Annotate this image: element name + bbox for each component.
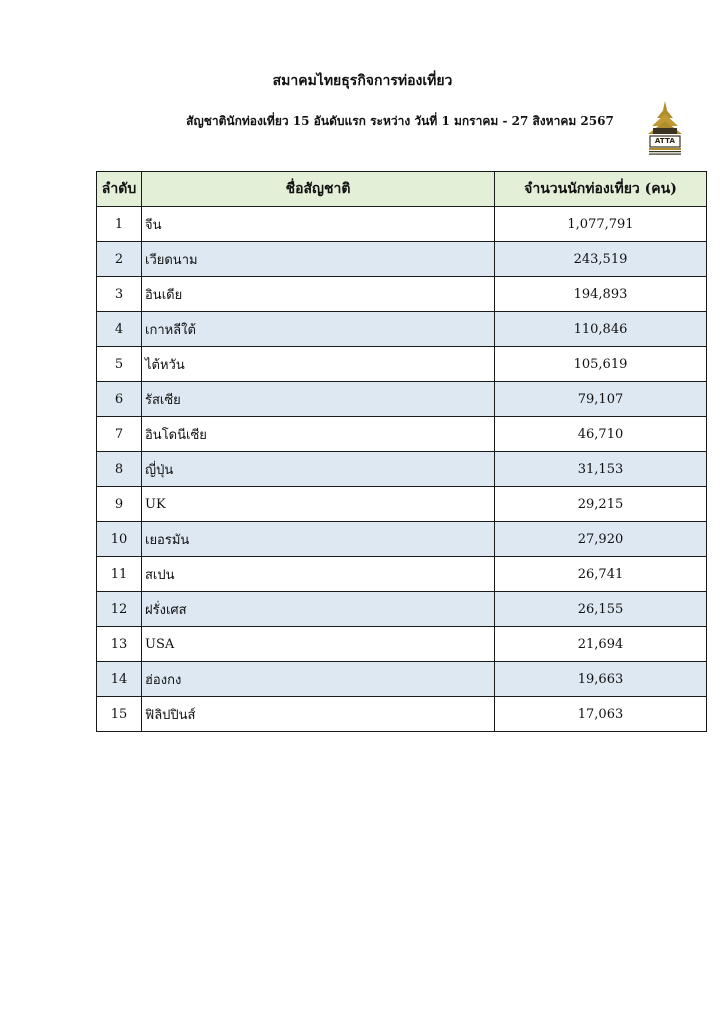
table-row [97, 697, 707, 732]
nationality-cell: เยอรมัน [142, 522, 495, 557]
logo-text: ATTA [654, 137, 676, 145]
rank-cell: 7 [97, 417, 142, 452]
rank-cell: 6 [97, 382, 142, 417]
table-row [97, 277, 707, 312]
document-title: สมาคมไทยธุรกิจการท่องเที่ยว [272, 73, 453, 89]
rank-cell: 2 [97, 242, 142, 277]
nationality-cell: จีน [142, 207, 495, 242]
table-row [97, 522, 707, 557]
table-row [97, 627, 707, 662]
rank-cell: 9 [97, 487, 142, 522]
table-row [97, 347, 707, 382]
rank-cell: 13 [97, 627, 142, 662]
table-row [97, 557, 707, 592]
rank-cell: 15 [97, 697, 142, 732]
nationality-cell: สเปน [142, 557, 495, 592]
header-rank: ลำดับ [97, 172, 142, 207]
nationality-cell: ฮ่องกง [142, 662, 495, 697]
count-cell: 243,519 [495, 242, 707, 277]
rank-cell: 1 [97, 207, 142, 242]
nationality-cell: ฟิลิปปินส์ [142, 697, 495, 732]
rank-cell: 12 [97, 592, 142, 627]
atta-logo [645, 100, 685, 156]
rank-cell: 10 [97, 522, 142, 557]
table-row [97, 452, 707, 487]
count-cell: 46,710 [495, 417, 707, 452]
count-cell: 27,920 [495, 522, 707, 557]
count-cell: 194,893 [495, 277, 707, 312]
table-row [97, 312, 707, 347]
temple-roof-icon [645, 100, 685, 156]
rank-cell: 14 [97, 662, 142, 697]
nationality-cell: UK [142, 487, 495, 522]
nationality-cell: เวียดนาม [142, 242, 495, 277]
table-row [97, 242, 707, 277]
table-row [97, 662, 707, 697]
count-cell: 79,107 [495, 382, 707, 417]
count-cell: 105,619 [495, 347, 707, 382]
count-cell: 31,153 [495, 452, 707, 487]
table-row [97, 207, 707, 242]
rank-cell: 8 [97, 452, 142, 487]
rank-cell: 5 [97, 347, 142, 382]
count-cell: 29,215 [495, 487, 707, 522]
nationality-cell: ไต้หวัน [142, 347, 495, 382]
count-cell: 110,846 [495, 312, 707, 347]
rank-cell: 4 [97, 312, 142, 347]
rank-cell: 11 [97, 557, 142, 592]
tourist-nationality-table [96, 171, 707, 732]
count-cell: 1,077,791 [495, 207, 707, 242]
table-row [97, 417, 707, 452]
rank-cell: 3 [97, 277, 142, 312]
nationality-cell: อินเดีย [142, 277, 495, 312]
count-cell: 17,063 [495, 697, 707, 732]
table-row [97, 592, 707, 627]
count-cell: 26,155 [495, 592, 707, 627]
nationality-cell: USA [142, 627, 495, 662]
nationality-cell: ฝรั่งเศส [142, 592, 495, 627]
count-cell: 21,694 [495, 627, 707, 662]
nationality-cell: เกาหลีใต้ [142, 312, 495, 347]
nationality-cell: อินโดนีเซีย [142, 417, 495, 452]
table-row [97, 382, 707, 417]
header-nationality: ชื่อสัญชาติ [142, 172, 495, 207]
document-subtitle: สัญชาตินักท่องเที่ยว 15 อันดับแรก ระหว่าง วันที่ 1 มกราคม - 27 สิงหาคม 2567 [186, 114, 614, 128]
header-count: จำนวนนักท่องเที่ยว (คน) [495, 172, 707, 207]
count-cell: 19,663 [495, 662, 707, 697]
count-cell: 26,741 [495, 557, 707, 592]
table-row [97, 487, 707, 522]
nationality-cell: ญี่ปุ่น [142, 452, 495, 487]
nationality-cell: รัสเซีย [142, 382, 495, 417]
table-header-row [97, 172, 707, 207]
